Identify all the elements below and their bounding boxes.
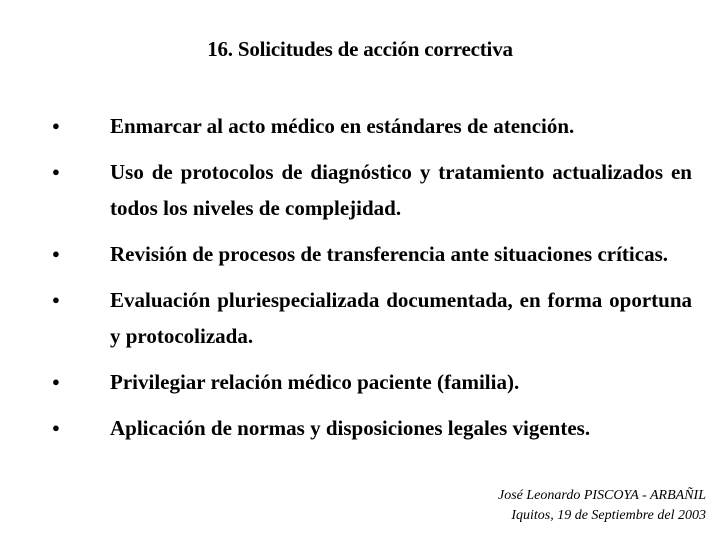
bullet-text: Enmarcar al acto médico en estándares de atención. [110,114,575,138]
list-item [52,410,692,446]
bullet-icon: ● [52,118,60,133]
signature-date: Iquitos, 19 de Septiembre del 2003 [511,508,706,523]
bullet-text: Privilegiar relación médico paciente (familia). [110,370,520,394]
bullet-text: Evaluación pluriespecializada documentada, en forma oportuna y protocolizada. [110,288,692,348]
bullet-icon: ● [52,374,60,389]
bullet-text: Uso de protocolos de diagnóstico y tratamiento actualizados en todos los niveles de complejidad. [110,160,692,220]
slide-title: 16. Solicitudes de acción correctiva [207,37,513,61]
list-item [52,364,692,400]
bullet-icon: ● [52,292,60,307]
bullet-icon: ● [52,420,60,435]
list-item [52,108,692,144]
bullet-list [52,108,692,456]
list-item [52,154,692,226]
list-item [52,282,692,354]
bullet-icon: ● [52,246,60,261]
signature-author: José Leonardo PISCOYA - ARBAÑIL [498,488,706,503]
signature [446,486,706,526]
list-item [52,236,692,272]
bullet-text: Aplicación de normas y disposiciones legales vigentes. [110,416,591,440]
bullet-icon: ● [52,164,60,179]
bullet-text: Revisión de procesos de transferencia ante situaciones críticas. [110,242,668,266]
